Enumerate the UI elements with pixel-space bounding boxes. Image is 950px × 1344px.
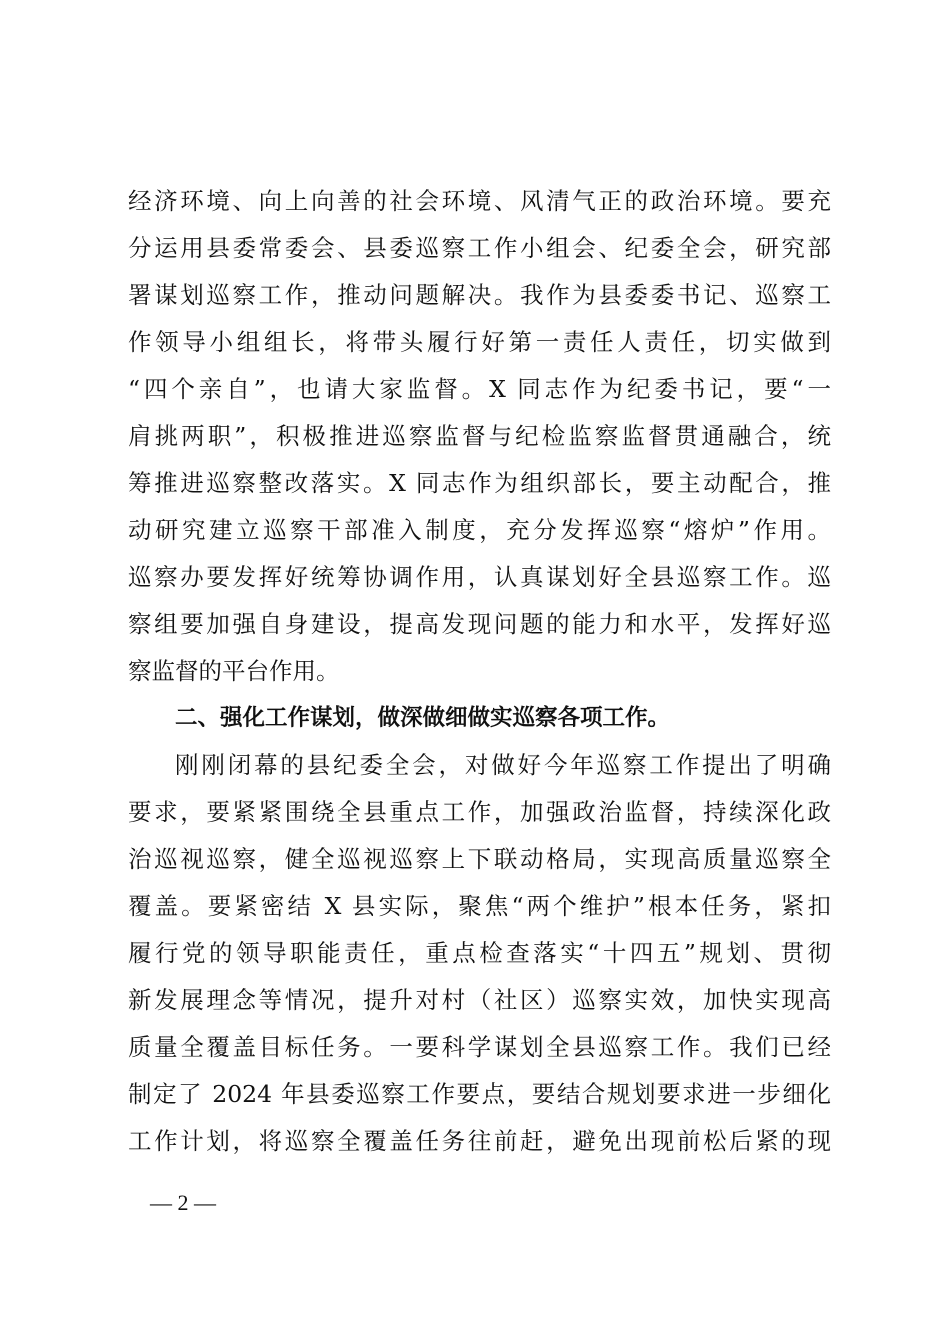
paragraph-1-line: 察监督的平台作用。 <box>128 657 340 685</box>
section-heading: 二、强化工作谋划，做深做细做实巡察各项工作。 <box>175 705 671 731</box>
paragraph-1-line: 肩挑两职”，积极推进巡察监督与纪检监察监督贯通融合，统 <box>128 422 831 450</box>
paragraph-2-line: 新发展理念等情况，提升对村（社区）巡察实效，加快实现高 <box>128 986 831 1014</box>
paragraph-1-line: 巡察办要发挥好统筹协调作用，认真谋划好全县巡察工作。巡 <box>128 563 831 591</box>
paragraph-1-line: 分运用县委常委会、县委巡察工作小组会、纪委全会，研究部 <box>128 234 831 262</box>
paragraph-1-line: 动研究建立巡察干部准入制度，充分发挥巡察“熔炉”作用。 <box>128 516 831 544</box>
paragraph-2-line: 要求，要紧紧围绕全县重点工作，加强政治监督，持续深化政 <box>128 798 831 826</box>
body-text <box>128 178 831 1165</box>
paragraph-1-line: 作领导小组组长，将带头履行好第一责任人责任，切实做到 <box>128 328 831 356</box>
paragraph-2-line: 制定了 2024 年县委巡察工作要点，要结合规划要求进一步细化 <box>128 1080 831 1108</box>
page-number: — 2 — <box>150 1190 216 1215</box>
paragraph-2-line: 履行党的领导职能责任，重点检查落实“十四五”规划、贯彻 <box>128 939 831 967</box>
paragraph-2-line: 工作计划，将巡察全覆盖任务往前赶，避免出现前松后紧的现 <box>128 1127 831 1155</box>
paragraph-2-line: 质量全覆盖目标任务。一要科学谋划全县巡察工作。我们已经 <box>128 1033 831 1061</box>
paragraph-1-line: 察组要加强自身建设，提高发现问题的能力和水平，发挥好巡 <box>128 610 831 638</box>
paragraph-2-line: 覆盖。要紧密结 X 县实际，聚焦“两个维护”根本任务，紧扣 <box>128 892 831 920</box>
paragraph-1-line: 筹推进巡察整改落实。X 同志作为组织部长，要主动配合，推 <box>128 469 831 497</box>
paragraph-1-line: “四个亲自”，也请大家监督。X 同志作为纪委书记，要“一 <box>128 375 831 403</box>
paragraph-1-line: 署谋划巡察工作，推动问题解决。我作为县委委书记、巡察工 <box>128 281 831 309</box>
paragraph-2-line: 治巡视巡察，健全巡视巡察上下联动格局，实现高质量巡察全 <box>128 845 831 873</box>
paragraph-1-line: 经济环境、向上向善的社会环境、风清气正的政治环境。要充 <box>128 187 831 215</box>
paragraph-2-line: 刚刚闭幕的县纪委全会，对做好今年巡察工作提出了明确 <box>175 751 831 779</box>
